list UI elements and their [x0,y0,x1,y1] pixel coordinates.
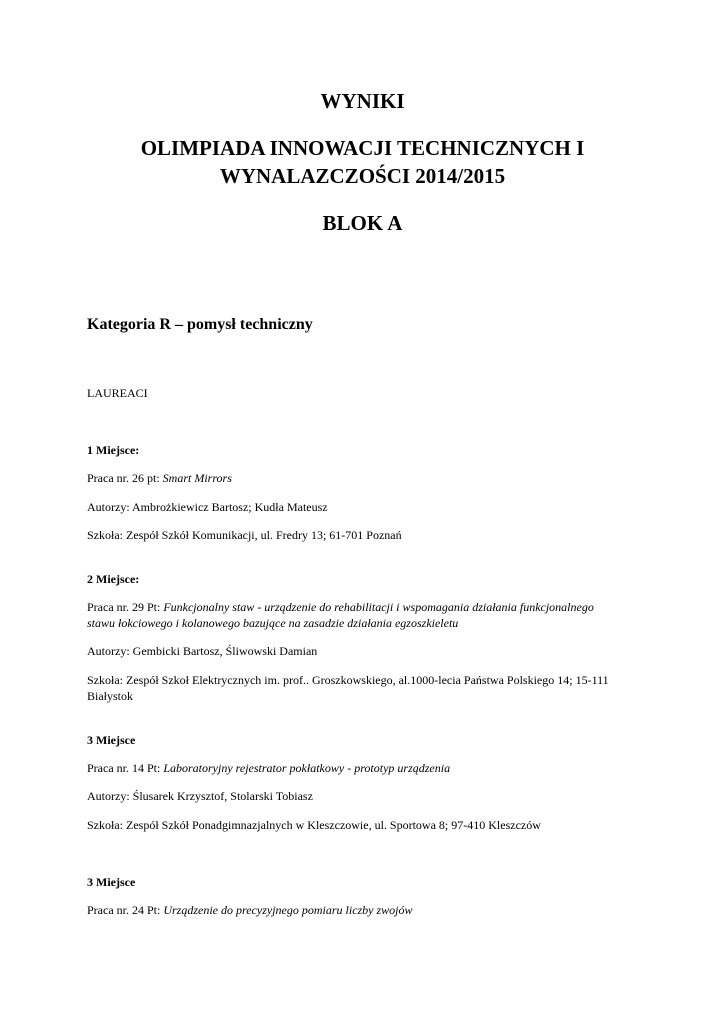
entry-2-work-prefix: Praca nr. 29 Pt: [87,600,164,614]
entry-2-work-title-line2: stawu łokciowego i kolanowego bazujące na zasadzie działania egzoszkieletu [87,616,459,630]
document-title-olympiad-line2: WYNALAZCZOŚCI 2014/2015 [219,164,506,188]
document-title-wyniki: WYNIKI [320,89,405,113]
entry-2-school-line1: Szkoła: Zespół Szkoł Elektrycznych im. prof.. Groszkowskiego, al.1000-lecia Państwa Polskiego 14; 15-111 [87,673,609,687]
entry-4-place: 3 Miejsce [87,875,136,889]
entry-2-work-title-line1: Funkcjonalny staw - urządzenie do rehabilitacji i wspomagania działania funkcjonalnego [163,600,594,614]
entry-1-school: Szkoła: Zespół Szkół Komunikacji, ul. Fredry 13; 61-701 Poznań [87,528,402,542]
entry-4-work-prefix: Praca nr. 24 Pt: [87,903,164,917]
entry-1-work-prefix: Praca nr. 26 pt: [87,471,163,485]
section-label-laureates: LAUREACI [87,386,148,400]
entry-3-work-title: Laboratoryjny rejestrator pokłatkowy - prototyp urządzenia [163,761,451,775]
entry-2-work [87,599,647,615]
entry-1-work-title: Smart Mirrors [162,471,232,485]
entry-3-authors: Autorzy: Ślusarek Krzysztof, Stolarski Tobiasz [87,789,313,803]
entry-1-authors: Autorzy: Ambrożkiewicz Bartosz; Kudła Mateusz [87,500,328,514]
entry-4-work-title: Urządzenie do precyzyjnego pomiaru liczby zwojów [163,903,413,917]
entry-3-work [87,760,647,776]
entry-2-school-line2: Białystok [87,689,134,703]
entry-1-place: 1 Miejsce: [87,443,140,457]
entry-2-place: 2 Miejsce: [87,572,140,586]
document-title-olympiad-line1: OLIMPIADA INNOWACJI TECHNICZNYCH I [140,136,585,160]
entry-1-work [87,470,647,486]
entry-3-school: Szkoła: Zespół Szkół Ponadgimnazjalnych w Kleszczowie, ul. Sportowa 8; 97-410 Kleszczów [87,818,541,832]
category-heading: Kategoria R – pomysł techniczny [87,316,313,333]
entry-3-place: 3 Miejsce [87,733,136,747]
entry-3-work-prefix: Praca nr. 14 Pt: [87,761,164,775]
entry-4-work [87,902,647,918]
document-title-block: BLOK A [322,211,403,235]
entry-2-authors: Autorzy: Gembicki Bartosz, Śliwowski Damian [87,644,318,658]
